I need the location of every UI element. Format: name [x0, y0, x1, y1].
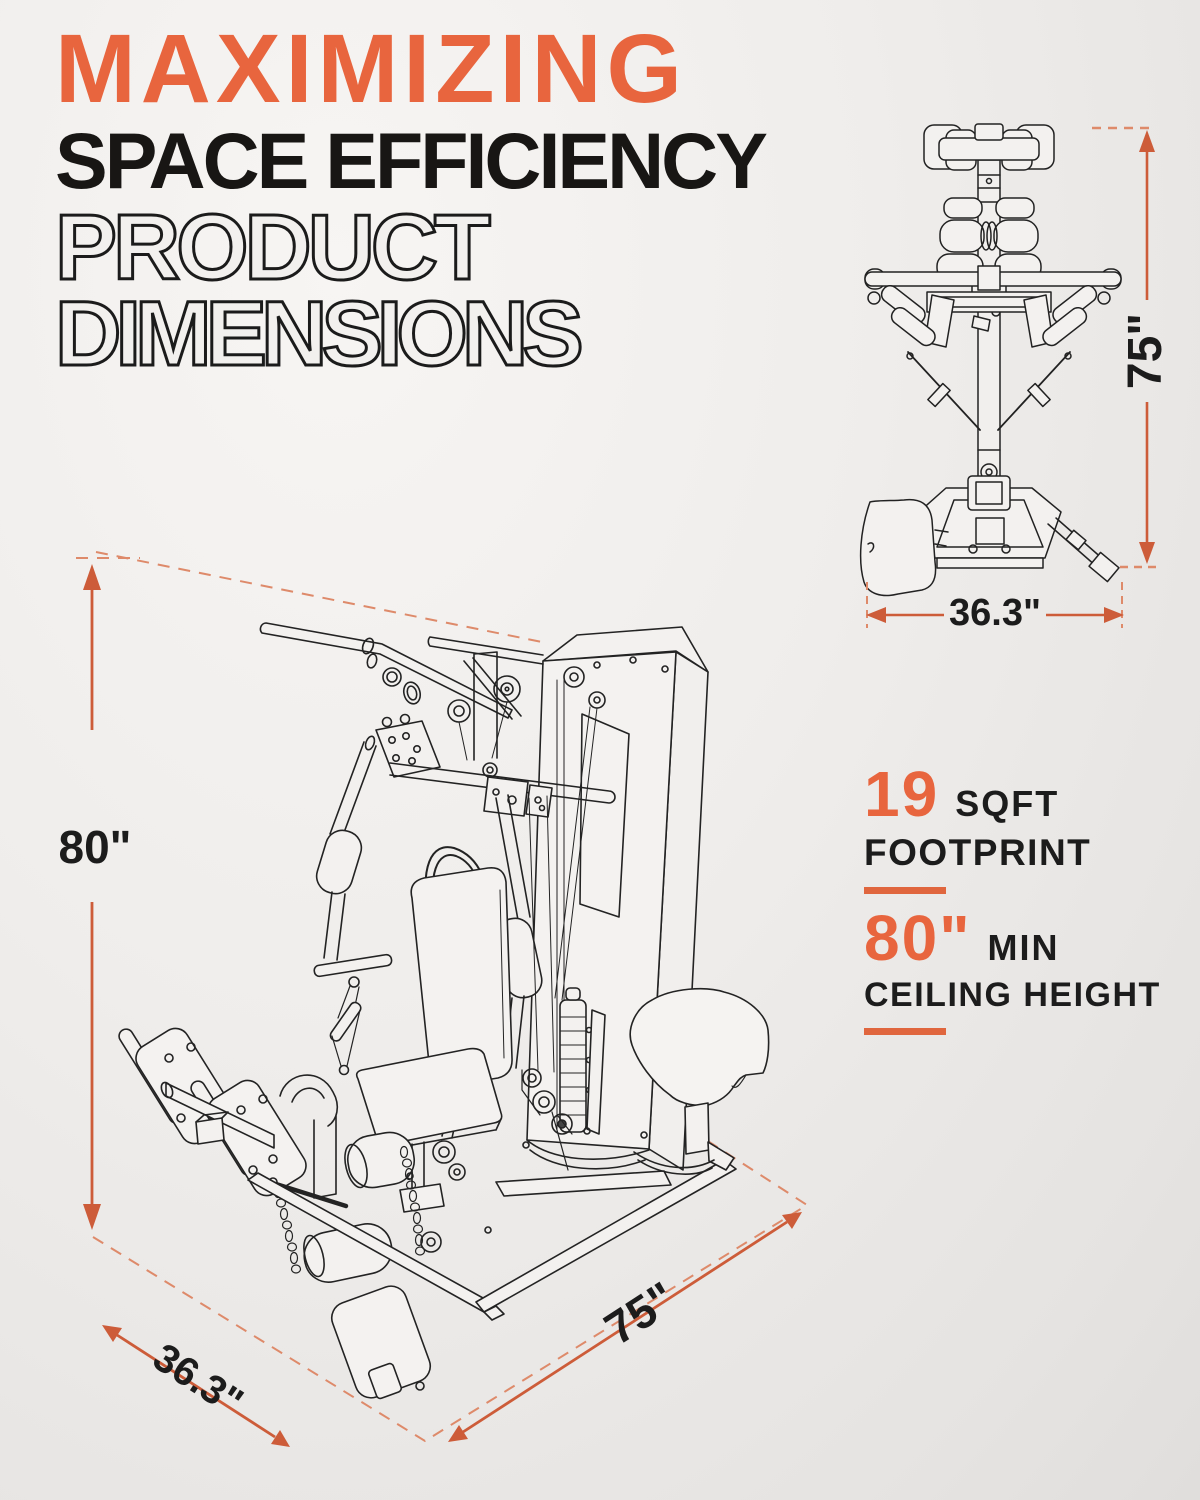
- top-view-height-dim-label: 75": [1119, 312, 1172, 390]
- title-maximizing: MAXIMIZING: [55, 14, 687, 123]
- ceiling-value: 80": [864, 902, 972, 974]
- footprint-unit: SQFT: [955, 783, 1060, 824]
- main-width-dim-label: 36.3": [145, 1335, 251, 1425]
- footprint-value: 19: [864, 758, 940, 830]
- main-height-dim-label: 80": [58, 821, 132, 873]
- ceiling-label: CEILING HEIGHT: [864, 976, 1161, 1014]
- footprint-label: FOOTPRINT: [864, 832, 1092, 873]
- main-depth-dim-label: 75": [595, 1271, 685, 1355]
- ceiling-underline: [864, 1028, 946, 1035]
- title-product: PRODUCT: [55, 195, 487, 299]
- footprint-underline: [864, 887, 946, 894]
- ceiling-height-stat: [864, 902, 1164, 1035]
- gym-isometric-illustration: [60, 530, 850, 1480]
- title-dimensions: DIMENSIONS: [55, 283, 578, 385]
- title-space-efficiency: SPACE EFFICIENCY: [55, 116, 765, 205]
- ceiling-unit: MIN: [987, 927, 1060, 968]
- footprint-stat: [864, 758, 1164, 894]
- top-view-width-dim-label: 36.3": [949, 592, 1041, 634]
